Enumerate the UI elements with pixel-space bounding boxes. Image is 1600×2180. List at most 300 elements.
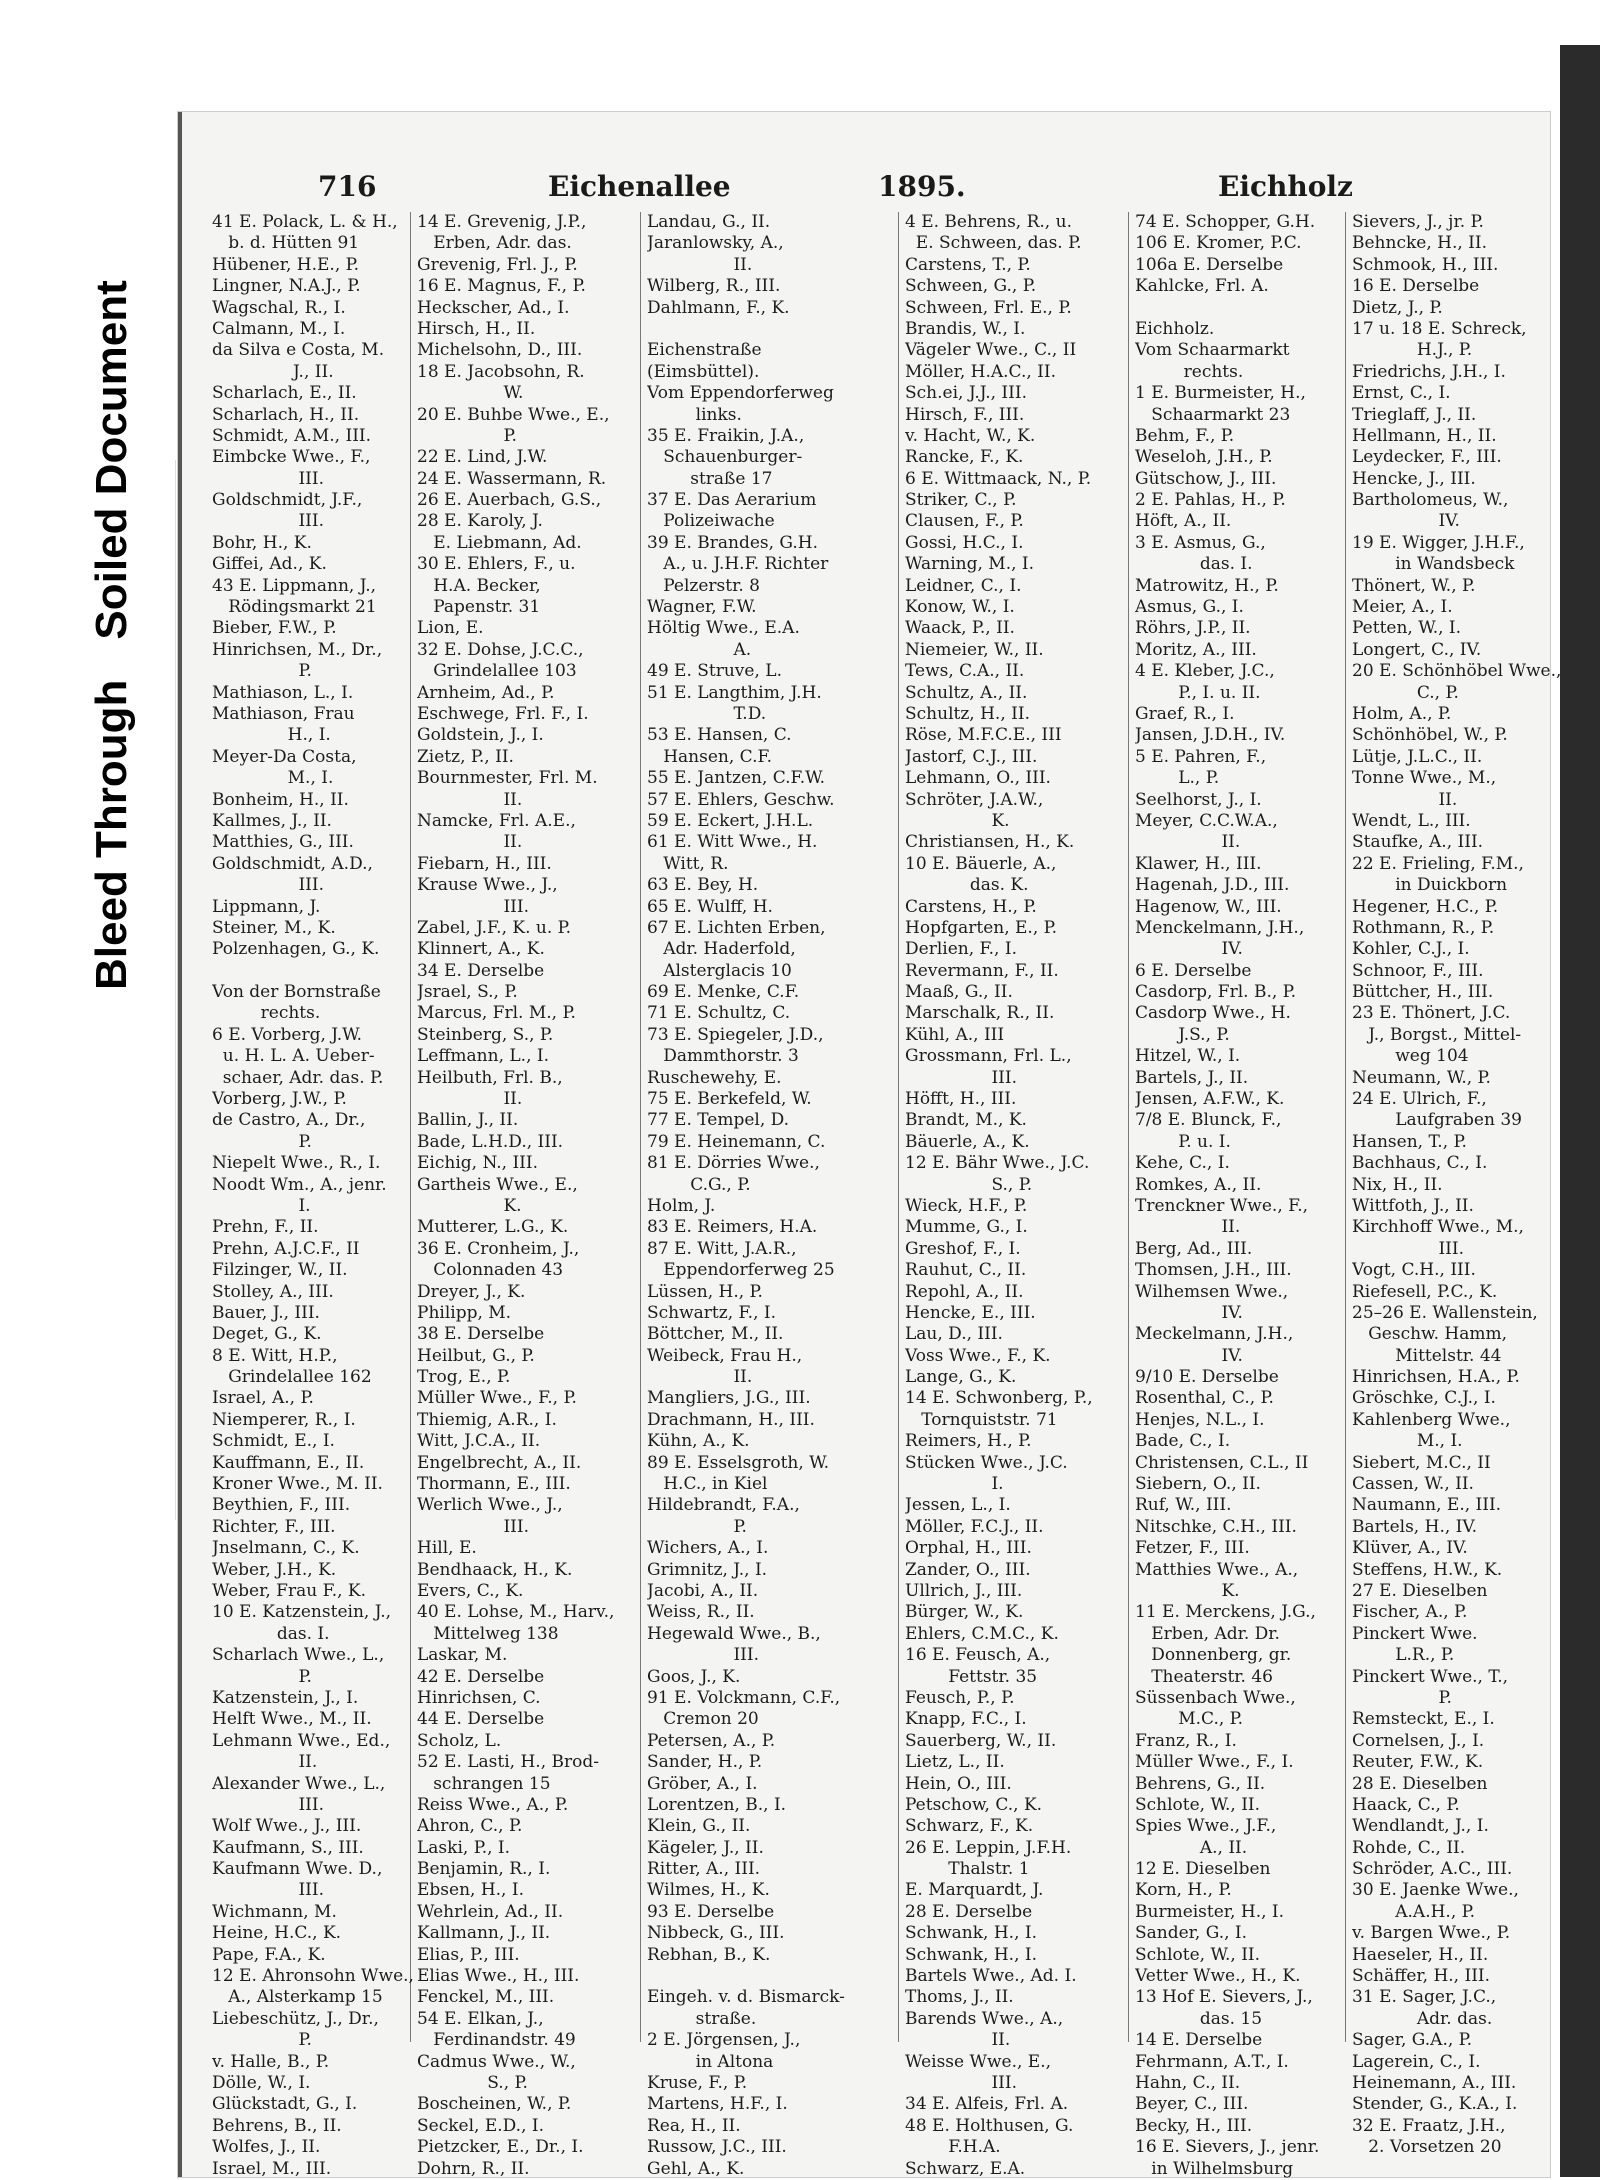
directory-entry-line: 25–26 E. Wallenstein, <box>1352 1302 1538 1323</box>
directory-entry-line: Liebeschütz, J., Dr., <box>212 2008 379 2029</box>
directory-entry-line: Bieber, F.W., P. <box>212 618 337 639</box>
directory-entry-line: Hein, O., III. <box>905 1773 1012 1794</box>
directory-entry-line: Marschalk, R., II. <box>905 1003 1055 1024</box>
directory-entry-line: Vorberg, J.W., P. <box>212 1089 347 1110</box>
directory-entry-line: Heilbut, G., P. <box>417 1345 535 1366</box>
directory-entry-line: Vom Eppendorferweg <box>647 383 834 404</box>
directory-entry-line: Siebert, M.C., II <box>1352 1452 1491 1473</box>
directory-entry-line: Dölle, W., I. <box>212 2072 311 2093</box>
directory-entry-line: Laufgraben 39 <box>1352 1110 1522 1131</box>
directory-entry-line: II. <box>1352 789 1458 810</box>
directory-entry-line: Bäuerle, A., K. <box>905 1131 1030 1152</box>
directory-entry-line: Wittfoth, J., II. <box>1352 1195 1474 1216</box>
directory-entry-line: Jacobi, A., II. <box>647 1581 759 1601</box>
directory-column-2 <box>417 212 614 2180</box>
directory-entry-line: Fetzer, F., III. <box>1135 1538 1250 1559</box>
directory-entry-line: 27 E. Dieselben <box>1352 1581 1488 1601</box>
directory-entry-line: 6 E. Derselbe <box>1135 960 1252 981</box>
directory-entry-line: Klüver, A., IV. <box>1352 1538 1468 1559</box>
directory-entry-line: 67 E. Lichten Erben, <box>647 917 826 938</box>
directory-entry-line: Wendlandt, J., I. <box>1352 1816 1489 1837</box>
directory-entry-line: rechts. <box>212 1003 321 1024</box>
directory-entry-line: P., I. u. II. <box>1135 682 1261 703</box>
directory-entry-line: Bade, L.H.D., III. <box>417 1131 564 1152</box>
directory-entry-line: 4 E. Behrens, R., u. <box>905 212 1072 232</box>
directory-entry-line: Mumme, G., I. <box>905 1217 1028 1238</box>
directory-entry-line: Kirchhoff Wwe., M., <box>1352 1217 1524 1238</box>
directory-entry-line: Ehlers, C.M.C., K. <box>905 1623 1059 1644</box>
directory-entry-line: Schröter, J.A.W., <box>905 789 1044 810</box>
directory-entry-line: Donnenberg, gr. <box>1135 1645 1292 1666</box>
directory-entry-line: Colonnaden 43 <box>417 1260 564 1281</box>
directory-entry-line: Gröber, A., I. <box>647 1773 758 1794</box>
directory-entry-line: Scharlach, H., II. <box>212 404 360 425</box>
directory-entry-line: Thormann, E., III. <box>417 1474 571 1495</box>
directory-entry-line: Trieglaff, J., II. <box>1352 404 1477 425</box>
directory-entry-line: weg 104 <box>1352 1046 1469 1067</box>
directory-entry-line: Repohl, A., II. <box>905 1281 1024 1302</box>
directory-entry-line: Namcke, Frl. A.E., <box>417 810 576 831</box>
directory-entry-line: Rothmann, R., P. <box>1352 917 1495 938</box>
directory-entry-line: Clausen, F., P. <box>905 511 1024 532</box>
directory-entry-line: Wieck, H.F., P. <box>905 1195 1028 1216</box>
directory-entry-line: Pinckert Wwe., T., <box>1352 1666 1509 1687</box>
directory-entry-line: Beyer, C., III. <box>1135 2094 1249 2115</box>
directory-entry-line: E. Marquardt, J. <box>905 1880 1044 1901</box>
directory-entry-line: Hill, E. <box>417 1538 477 1559</box>
directory-entry-line: Sch.ei, J.J., III. <box>905 383 1027 404</box>
directory-column-3 <box>647 212 845 2180</box>
directory-entry-line: Asmus, G., I. <box>1135 597 1244 618</box>
page-number: 716 <box>318 170 377 203</box>
directory-entry-line: Prehn, A.J.C.F., II <box>212 1238 360 1259</box>
directory-entry-line: Cadmus Wwe., W., <box>417 2051 576 2072</box>
directory-entry-line: Cremon 20 <box>647 1709 759 1730</box>
directory-entry-line: Scharlach Wwe., L., <box>212 1645 385 1666</box>
directory-entry-line: Lagerein, C., I. <box>1352 2051 1481 2072</box>
directory-entry-line: M.C., P. <box>1135 1709 1244 1730</box>
directory-entry-line: II. <box>417 832 523 853</box>
directory-entry-line: Grevenig, Frl. J., P. <box>417 254 578 275</box>
directory-entry-line: Barends Wwe., A., <box>905 2008 1064 2029</box>
directory-entry-line: Schäffer, H., III. <box>1352 1966 1491 1987</box>
directory-entry-line: in Wandsbeck <box>1352 554 1515 575</box>
directory-entry-line: Naumann, E., III. <box>1352 1495 1502 1516</box>
directory-entry-line: Casdorp, Frl. B., P. <box>1135 982 1297 1003</box>
directory-entry-line: Derlien, F., I. <box>905 939 1017 960</box>
directory-entry-line: Hagenow, W., III. <box>1135 896 1282 917</box>
directory-entry-line: Petersen, A., P. <box>647 1730 776 1751</box>
directory-entry-line: Zander, O., III. <box>905 1559 1031 1580</box>
directory-entry-line: Wilhemsen Wwe., <box>1135 1281 1289 1302</box>
directory-entry-line: Bendhaack, H., K. <box>417 1559 573 1580</box>
directory-entry-line: II. <box>1135 1217 1241 1238</box>
directory-entry-line: Brandis, W., I. <box>905 318 1026 339</box>
directory-entry-line: Böttcher, M., II. <box>647 1324 784 1345</box>
soiled-document-label: Soiled Document <box>87 280 136 640</box>
directory-entry-line: Gütschow, J., III. <box>1135 468 1277 489</box>
directory-entry-line: H.A. Becker, <box>417 575 541 596</box>
directory-entry-line: Thalstr. 1 <box>905 1859 1030 1880</box>
directory-entry-line: Drachmann, H., III. <box>647 1409 815 1430</box>
directory-entry-line: 5 E. Pahren, F., <box>1135 746 1267 767</box>
directory-entry-line: Schmook, H., III. <box>1352 254 1499 275</box>
directory-entry-line: Graef, R., I. <box>1135 703 1235 724</box>
directory-entry-line: 12 E. Dieselben <box>1135 1859 1271 1880</box>
directory-entry-line: P. <box>1352 1687 1452 1708</box>
directory-entry-line: Hirsch, H., II. <box>417 318 536 339</box>
directory-entry-line: Papenstr. 31 <box>417 597 541 618</box>
directory-entry-line: 54 E. Elkan, J., <box>417 2008 544 2029</box>
directory-entry-line: III. <box>212 1794 325 1815</box>
directory-entry-line: 36 E. Cronheim, J., <box>417 1238 580 1259</box>
directory-entry-line: 28 E. Karoly, J. <box>417 511 543 532</box>
directory-entry-line: Hitzel, W., I. <box>1135 1046 1241 1067</box>
directory-entry-line: rechts. <box>1135 361 1244 382</box>
directory-entry-line: 32 E. Fraatz, J.H., <box>1352 2115 1506 2136</box>
directory-entry-line: Striker, C., P. <box>905 490 1017 511</box>
directory-entry-line: Weseloh, J.H., P. <box>1135 447 1273 468</box>
directory-entry-line: (Eimsbüttel). <box>647 361 760 382</box>
directory-entry-line: Marcus, Frl. M., P. <box>417 1003 576 1024</box>
directory-entry-line: 43 E. Lippmann, J., <box>212 575 377 596</box>
directory-entry-line: 13 Hof E. Sievers, J., <box>1135 1987 1313 2008</box>
directory-entry-line: Zabel, J.F., K. u. P. <box>417 917 572 938</box>
directory-entry-line: Ritter, A., III. <box>647 1859 761 1880</box>
directory-entry-line: III. <box>212 511 325 532</box>
directory-entry-line: Katzenstein, J., I. <box>212 1687 359 1708</box>
directory-entry-line: 93 E. Derselbe <box>647 1901 775 1922</box>
directory-entry-line: Vogt, C.H., III. <box>1352 1260 1476 1281</box>
directory-entry-line: Holm, J. <box>647 1195 716 1216</box>
directory-entry-line: Behm, F., P. <box>1135 425 1235 446</box>
directory-entry-line: Burmeister, H., I. <box>1135 1901 1285 1922</box>
directory-column-6 <box>1352 212 1561 2159</box>
directory-entry-line: Wagner, F.W. <box>647 597 757 618</box>
directory-entry-line: Niemperer, R., I. <box>212 1409 356 1430</box>
directory-entry-line: Wichmann, M. <box>212 1901 337 1922</box>
directory-entry-line: Michelsohn, D., III. <box>417 340 583 361</box>
directory-entry-line: Adr. das. <box>1352 2008 1493 2029</box>
directory-entry-line: Möller, F.C.J., II. <box>905 1516 1044 1537</box>
directory-entry-line: Rebhan, B., K. <box>647 1944 771 1965</box>
directory-entry-line: 83 E. Reimers, H.A. <box>647 1217 818 1238</box>
column-divider <box>1128 212 1129 2042</box>
directory-entry-line: Klinnert, A., K. <box>417 939 545 960</box>
directory-entry-line: 20 E. Schönhöbel Wwe., <box>1352 661 1562 682</box>
directory-entry-line: P. <box>212 1666 312 1687</box>
directory-entry-line: 42 E. Derselbe <box>417 1666 545 1687</box>
directory-entry-line: 71 E. Schultz, C. <box>647 1003 791 1024</box>
directory-entry-line: 79 E. Heinemann, C. <box>647 1131 826 1152</box>
directory-entry-line: Bade, C., I. <box>1135 1431 1231 1452</box>
directory-entry-line: Sauerberg, W., II. <box>905 1730 1057 1751</box>
directory-entry-line: Laski, P., I. <box>417 1837 511 1858</box>
directory-entry-line: Richter, F., III. <box>212 1516 336 1537</box>
directory-entry-line: 51 E. Langthim, J.H. <box>647 682 822 703</box>
directory-entry-line: Mittelstr. 44 <box>1352 1345 1502 1366</box>
directory-entry-line: II. <box>417 1089 523 1110</box>
directory-entry-line: 12 E. Bähr Wwe., J.C. <box>905 1153 1090 1174</box>
directory-entry-line: Scholz, L. <box>417 1730 502 1751</box>
directory-entry-line: Haack, C., P. <box>1352 1794 1460 1815</box>
column-divider <box>640 212 641 2042</box>
directory-entry-line: 75 E. Berkefeld, W. <box>647 1089 812 1110</box>
directory-entry-line: 40 E. Lohse, M., Harv., <box>417 1602 615 1623</box>
directory-entry-line: Moritz, A., III. <box>1135 639 1257 660</box>
directory-entry-line: Christiansen, H., K. <box>905 832 1075 853</box>
directory-entry-line: Hegewald Wwe., B., <box>647 1623 821 1644</box>
directory-entry-line: Bournmester, Frl. M. <box>417 768 598 789</box>
directory-entry-line: IV. <box>1135 939 1243 960</box>
directory-entry-line: Eschwege, Frl. F., I. <box>417 703 589 724</box>
directory-entry-line: Vägeler Wwe., C., II <box>905 340 1077 361</box>
directory-entry-line: Tews, C.A., II. <box>905 661 1025 682</box>
directory-entry-line: schaer, Adr. das. P. <box>212 1067 384 1088</box>
directory-entry-line: IV. <box>1135 1302 1243 1323</box>
directory-entry-line: Lippmann, J. <box>212 896 321 917</box>
directory-entry-line: Weibeck, Frau H., <box>647 1345 803 1366</box>
directory-entry-line: Sager, G.A., P. <box>1352 2030 1473 2051</box>
directory-entry-line: in Duickborn <box>1352 875 1508 896</box>
directory-entry-line: Knapp, F.C., I. <box>905 1709 1027 1730</box>
directory-entry-line: 37 E. Das Aerarium <box>647 490 817 511</box>
directory-entry-line: 52 E. Lasti, H., Brod- <box>417 1752 599 1773</box>
directory-entry-line: Hagenah, J.D., III. <box>1135 875 1290 896</box>
directory-entry-line: Hellmann, H., II. <box>1352 425 1497 446</box>
directory-entry-line: K. <box>1135 1581 1240 1601</box>
directory-entry-line: III. <box>905 2072 1018 2093</box>
directory-entry-line: Schwank, H., I. <box>905 1944 1038 1965</box>
directory-entry-line: Hübener, H.E., P. <box>212 254 360 275</box>
directory-entry-line: Grimnitz, J., I. <box>647 1559 768 1580</box>
directory-entry-line: Theaterstr. 46 <box>1135 1666 1273 1687</box>
directory-entry-line: 14 E. Derselbe <box>1135 2030 1263 2051</box>
directory-entry-line: Wolfes, J., II. <box>212 2137 321 2158</box>
directory-entry-line: Wehrlein, Ad., II. <box>417 1901 564 1922</box>
directory-entry-line: Bonheim, H., II. <box>212 789 349 810</box>
directory-entry-line: Schween, G., P. <box>905 276 1037 297</box>
directory-entry-line: Höltig Wwe., E.A. <box>647 618 800 639</box>
directory-entry-line: Schwartz, F., I. <box>647 1302 777 1323</box>
directory-entry-line: Russow, J.C., III. <box>647 2137 787 2158</box>
directory-entry-line: Thiemig, A.R., I. <box>417 1409 557 1430</box>
directory-entry-line: III. <box>417 896 530 917</box>
directory-entry-line: Israel, A., P. <box>212 1388 314 1409</box>
directory-entry-line: A., u. J.H.F. Richter <box>647 554 829 575</box>
directory-entry-line: 4 E. Kleber, J.C., <box>1135 661 1275 682</box>
directory-entry-line: 59 E. Eckert, J.H.L. <box>647 810 814 831</box>
directory-entry-line: Lehmann, O., III. <box>905 768 1051 789</box>
directory-entry-line: Hinrichsen, M., Dr., <box>212 639 383 660</box>
directory-entry-line: Landau, G., II. <box>647 212 771 232</box>
directory-column-5 <box>1135 212 1319 2180</box>
directory-entry-line: Hirsch, F., III. <box>905 404 1025 425</box>
directory-entry-line: Voss Wwe., F., K. <box>905 1345 1051 1366</box>
directory-entry-line: Pelzerstr. 8 <box>647 575 760 596</box>
directory-entry-line: Pietzcker, E., Dr., I. <box>417 2137 584 2158</box>
directory-entry-line: Polzenhagen, G., K. <box>212 939 380 960</box>
directory-entry-line: P. <box>647 1516 747 1537</box>
directory-entry-line: Bartels, J., II. <box>1135 1067 1249 1088</box>
directory-entry-line: Höfft, H., III. <box>905 1089 1017 1110</box>
directory-entry-line: Weisse Wwe., E., <box>905 2051 1052 2072</box>
directory-entry-line: Röhrs, J.P., II. <box>1135 618 1251 639</box>
directory-entry-line: Kühn, A., K. <box>647 1431 750 1452</box>
directory-entry-line: Ferdinandstr. 49 <box>417 2030 576 2051</box>
directory-entry-line: Werlich Wwe., J., <box>417 1495 563 1516</box>
directory-entry-line: Schwarz, E.A. <box>905 2158 1026 2179</box>
directory-entry-line: v. Halle, B., P. <box>212 2051 330 2072</box>
directory-entry-line: J., II. <box>212 361 334 382</box>
directory-entry-line: Bartels Wwe., Ad. I. <box>905 1966 1077 1987</box>
directory-entry-line: 26 E. Leppin, J.F.H. <box>905 1837 1072 1858</box>
directory-entry-line: III. <box>212 1880 325 1901</box>
directory-entry-line: Wendt, L., III. <box>1352 810 1471 831</box>
directory-entry-line: Steinberg, S., P. <box>417 1024 554 1045</box>
directory-entry-line: Bartels, H., IV. <box>1352 1516 1478 1537</box>
directory-entry-line: Israel, M., III. <box>212 2158 332 2179</box>
directory-entry-line: Leffmann, L., I. <box>417 1046 550 1067</box>
bleed-through-label: Bleed Through <box>87 679 136 990</box>
directory-entry-line: 1 E. Burmeister, H., <box>1135 383 1306 404</box>
directory-entry-line: Dreyer, J., K. <box>417 1281 526 1302</box>
directory-entry-line: 24 E. Wassermann, R. <box>417 468 607 489</box>
year-heading: 1895. <box>878 170 966 203</box>
directory-entry-line: 10 E. Katzenstein, J., <box>212 1602 391 1623</box>
directory-entry-line: Lietz, L., II. <box>905 1752 1005 1773</box>
directory-entry-line: S., P. <box>417 2072 528 2093</box>
directory-entry-line: 69 E. Menke, C.F. <box>647 982 800 1003</box>
directory-entry-line: Polizeiwache <box>647 511 775 532</box>
directory-entry-line: Jensen, A.F.W., K. <box>1135 1089 1285 1110</box>
directory-entry-line: 55 E. Jantzen, C.F.W. <box>647 768 826 789</box>
directory-entry-line: I. <box>905 1474 1004 1495</box>
directory-entry-line: Kaufmann, S., III. <box>212 1837 364 1858</box>
directory-entry-line: Heilbuth, Frl. B., <box>417 1067 563 1088</box>
directory-entry-line: Kehe, C., I. <box>1135 1153 1230 1174</box>
directory-entry-line: Thönert, W., P. <box>1352 575 1476 596</box>
directory-entry-line: Menckelmann, J.H., <box>1135 917 1305 938</box>
directory-entry-line: Sander, H., P. <box>647 1752 763 1773</box>
directory-entry-line: Schönhöbel, W., P. <box>1352 725 1508 746</box>
directory-entry-line: Adr. Haderfold, <box>647 939 796 960</box>
directory-entry-line: schrangen 15 <box>417 1773 551 1794</box>
directory-entry-line: 106a E. Derselbe <box>1135 254 1284 275</box>
directory-entry-line: 39 E. Brandes, G.H. <box>647 532 819 553</box>
directory-entry-line: M., I. <box>1352 1431 1463 1452</box>
directory-entry-line: III. <box>647 1645 760 1666</box>
directory-entry-line: Staufke, A., III. <box>1352 832 1484 853</box>
directory-entry-line: 87 E. Witt, J.A.R., <box>647 1238 797 1259</box>
directory-entry-line: Nitschke, C.H., III. <box>1135 1516 1297 1537</box>
directory-entry-line: Friedrichs, J.H., I. <box>1352 361 1506 382</box>
directory-entry-line: Eingeh. v. d. Bismarck- <box>647 1987 845 2008</box>
directory-entry-line <box>647 1966 845 1987</box>
directory-entry-line: Franz, R., I. <box>1135 1730 1237 1751</box>
directory-entry-line: Bachhaus, C., I. <box>1352 1153 1488 1174</box>
directory-entry-line: Mutterer, L.G., K. <box>417 1217 569 1238</box>
directory-entry-line: Dammthorstr. 3 <box>647 1046 799 1067</box>
directory-entry-line: 24 E. Ulrich, F., <box>1352 1089 1487 1110</box>
directory-entry-line: 6 E. Vorberg, J.W. <box>212 1024 363 1045</box>
directory-entry-line: Dahlmann, F., K. <box>647 297 790 318</box>
left-running-title: Eichenallee <box>548 170 731 203</box>
directory-entry-line: Steiner, M., K. <box>212 917 336 938</box>
directory-entry-line: 23 E. Thönert, J.C. <box>1352 1003 1511 1024</box>
directory-entry-line: H.C., in Kiel <box>647 1474 768 1495</box>
directory-entry-line: 91 E. Volckmann, C.F., <box>647 1687 841 1708</box>
directory-entry-line: 12 E. Ahronsohn Wwe., <box>212 1966 414 1987</box>
directory-entry-line: Riefesell, P.C., K. <box>1352 1281 1498 1302</box>
directory-entry-line: Möller, H.A.C., II. <box>905 361 1056 382</box>
directory-entry-line: C.G., P. <box>647 1174 751 1195</box>
directory-entry-line: A. <box>647 639 752 660</box>
directory-entry-line: III. <box>212 875 325 896</box>
directory-entry-line: links. <box>647 404 742 425</box>
directory-entry-line: P. u. I. <box>1135 1131 1231 1152</box>
directory-entry-line: Nix, H., II. <box>1352 1174 1443 1195</box>
directory-entry-line: II. <box>417 789 523 810</box>
directory-entry-line: Wichers, A., I. <box>647 1538 769 1559</box>
directory-entry-line: Fehrmann, A.T., I. <box>1135 2051 1289 2072</box>
directory-entry-line: 34 E. Derselbe <box>417 960 545 981</box>
directory-entry-line <box>1135 298 1319 319</box>
directory-entry-line: 73 E. Spiegeler, J.D., <box>647 1024 824 1045</box>
directory-entry-line: Kallmes, J., II. <box>212 810 332 831</box>
directory-entry-line: E. Liebmann, Ad. <box>417 532 582 553</box>
directory-entry-line: 22 E. Frieling, F.M., <box>1352 853 1524 874</box>
directory-entry-line: Ullrich, J., III. <box>905 1581 1023 1601</box>
directory-entry-line: P. <box>417 425 517 446</box>
directory-entry-line: Goldstein, J., I. <box>417 725 544 746</box>
directory-entry-line: Schnoor, F., III. <box>1352 960 1484 981</box>
directory-entry-line: Hopfgarten, E., P. <box>905 917 1058 938</box>
directory-entry-line: 31 E. Sager, J.C., <box>1352 1987 1497 2008</box>
directory-entry-line: in Altona <box>647 2051 774 2072</box>
directory-entry-line: 17 u. 18 E. Schreck, <box>1352 318 1527 339</box>
directory-entry-line: 89 E. Esselsgroth, W. <box>647 1452 830 1473</box>
directory-entry-line: II. <box>905 2030 1011 2051</box>
directory-entry-line: b. d. Hütten 91 <box>212 233 360 254</box>
directory-entry-line: Wilberg, R., III. <box>647 276 781 297</box>
directory-entry-line: Cassen, W., II. <box>1352 1474 1474 1495</box>
directory-entry-line: Carstens, H., P. <box>905 896 1037 917</box>
directory-entry-line: Helft Wwe., M., II. <box>212 1709 372 1730</box>
directory-entry-line: 11 E. Merckens, J.G., <box>1135 1602 1316 1623</box>
directory-entry-line: Korn, H., P. <box>1135 1880 1232 1901</box>
directory-entry-line: Ruf, W., III. <box>1135 1495 1232 1516</box>
directory-entry-line: Weber, Frau F., K. <box>212 1581 367 1601</box>
directory-entry-line: Rödingsmarkt 21 <box>212 597 377 618</box>
directory-entry-line: 77 E. Tempel, D. <box>647 1110 790 1131</box>
directory-entry-line: Meckelmann, J.H., <box>1135 1324 1294 1345</box>
directory-entry-line: das. 15 <box>1135 2008 1263 2029</box>
directory-entry-line: Eichenstraße <box>647 340 762 361</box>
directory-entry-line: Remsteckt, E., I. <box>1352 1709 1495 1730</box>
directory-entry-line: A., II. <box>1135 1837 1248 1858</box>
directory-entry-line: Grindelallee 103 <box>417 661 577 682</box>
directory-entry-line: M., I. <box>212 768 334 789</box>
directory-entry-line: 44 E. Derselbe <box>417 1709 545 1730</box>
directory-entry-line: Meyer-Da Costa, <box>212 746 357 767</box>
directory-entry-line: Jnselmann, C., K. <box>212 1538 360 1559</box>
directory-entry-line: Jastorf, C.J., III. <box>905 746 1038 767</box>
directory-entry-line: Behrens, G., II. <box>1135 1773 1266 1794</box>
directory-entry-line: Ahron, C., P. <box>417 1816 523 1837</box>
directory-entry-line: Kruse, F., P. <box>647 2072 748 2093</box>
directory-entry-line: Lüssen, H., P. <box>647 1281 763 1302</box>
